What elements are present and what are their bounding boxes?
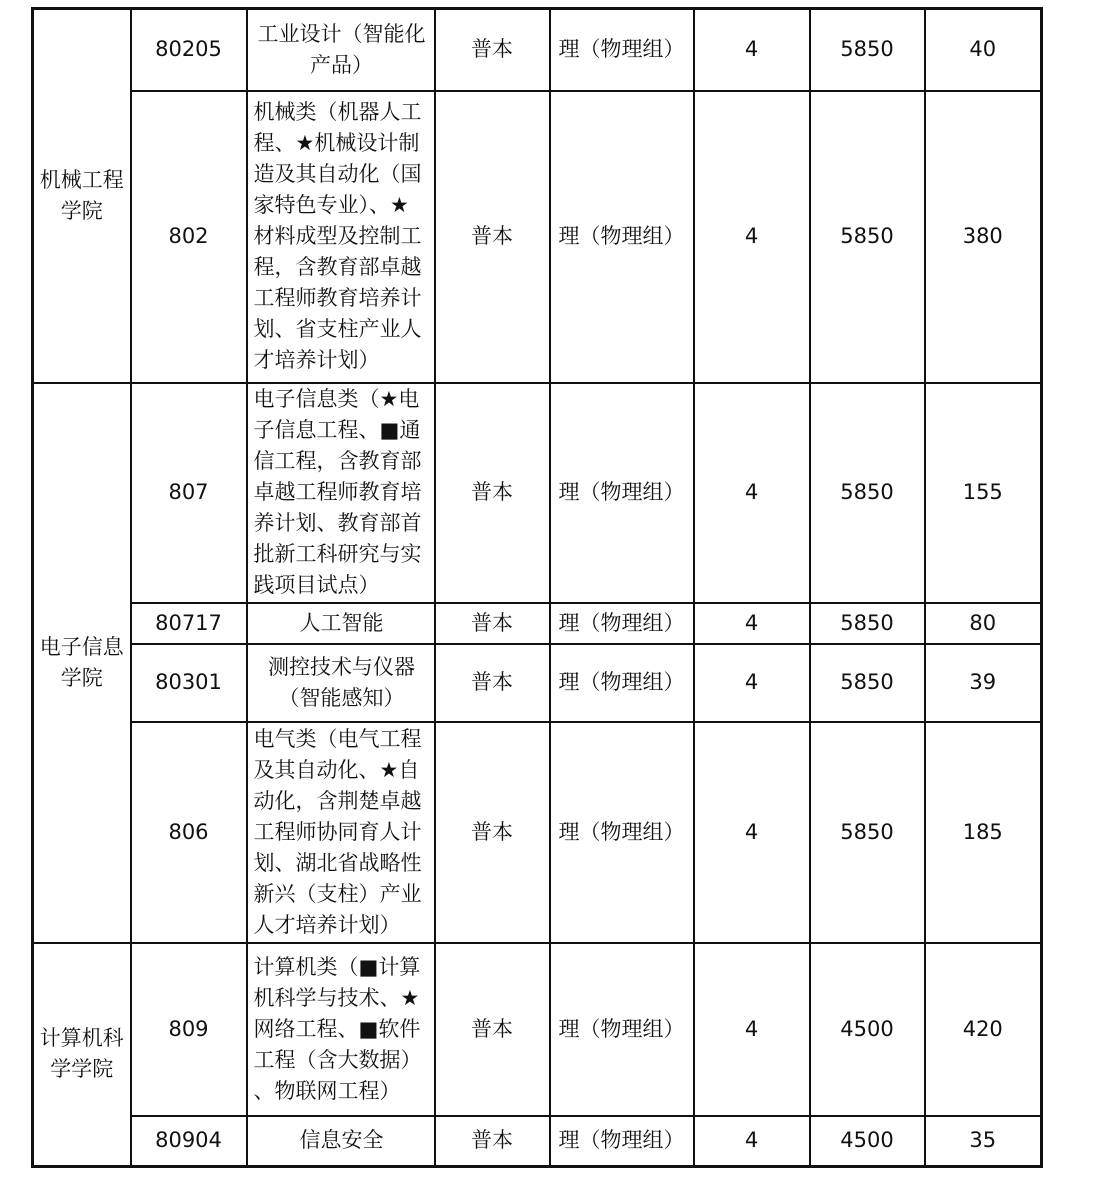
code-cell: 807: [131, 383, 247, 603]
code-cell: 80717: [131, 603, 247, 644]
fee-cell: 5850: [810, 722, 925, 943]
college-cell: 电子信息 学院: [33, 383, 131, 943]
plan-cell: 185: [925, 722, 1042, 943]
fee-cell: 5850: [810, 91, 925, 383]
fee-cell: 4500: [810, 943, 925, 1116]
code-cell: 806: [131, 722, 247, 943]
table-row: [33, 603, 1042, 644]
level-cell: 普本: [435, 943, 550, 1116]
table-row: [33, 644, 1042, 722]
subject-cell: 理（物理组）: [550, 383, 694, 603]
major-cell: 工业设计（智能化 产品）: [247, 9, 435, 91]
level-cell: 普本: [435, 722, 550, 943]
plan-cell: 40: [925, 9, 1042, 91]
years-cell: 4: [694, 943, 810, 1116]
subject-cell: 理（物理组）: [550, 722, 694, 943]
years-cell: 4: [694, 9, 810, 91]
college-cell: 计算机科 学学院: [33, 943, 131, 1167]
college-cell: 机械工程 学院: [33, 9, 131, 383]
table-row: [33, 383, 1042, 603]
fee-cell: 4500: [810, 1116, 925, 1167]
plan-cell: 39: [925, 644, 1042, 722]
years-cell: 4: [694, 603, 810, 644]
table-row: [33, 1116, 1042, 1167]
admission-plan-table: [31, 7, 1043, 1168]
level-cell: 普本: [435, 1116, 550, 1167]
level-cell: 普本: [435, 644, 550, 722]
years-cell: 4: [694, 383, 810, 603]
subject-cell: 理（物理组）: [550, 9, 694, 91]
years-cell: 4: [694, 722, 810, 943]
subject-cell: 理（物理组）: [550, 644, 694, 722]
plan-cell: 80: [925, 603, 1042, 644]
level-cell: 普本: [435, 603, 550, 644]
plan-cell: 420: [925, 943, 1042, 1116]
table-row: [33, 943, 1042, 1116]
major-cell: 信息安全: [247, 1116, 435, 1167]
major-cell: 机械类（机器人工 程、★机械设计制 造及其自动化（国 家特色专业）、★ 材料成型及控制工 程，含教育部卓越 工程师教育培养计 划、省支柱产业人 才培养计划）: [247, 91, 435, 383]
subject-cell: 理（物理组）: [550, 91, 694, 383]
code-cell: 80301: [131, 644, 247, 722]
subject-cell: 理（物理组）: [550, 1116, 694, 1167]
plan-cell: 380: [925, 91, 1042, 383]
code-cell: 809: [131, 943, 247, 1116]
years-cell: 4: [694, 644, 810, 722]
table-row: [33, 9, 1042, 91]
fee-cell: 5850: [810, 644, 925, 722]
code-cell: 80205: [131, 9, 247, 91]
major-cell: 电子信息类（★电 子信息工程、■通 信工程，含教育部 卓越工程师教育培 养计划、教育部首 批新工科研究与实 践项目试点）: [247, 383, 435, 603]
level-cell: 普本: [435, 9, 550, 91]
table-row: [33, 91, 1042, 383]
level-cell: 普本: [435, 91, 550, 383]
fee-cell: 5850: [810, 383, 925, 603]
fee-cell: 5850: [810, 603, 925, 644]
years-cell: 4: [694, 91, 810, 383]
plan-cell: 155: [925, 383, 1042, 603]
subject-cell: 理（物理组）: [550, 943, 694, 1116]
level-cell: 普本: [435, 383, 550, 603]
major-cell: 人工智能: [247, 603, 435, 644]
major-cell: 测控技术与仪器 （智能感知）: [247, 644, 435, 722]
major-cell: 电气类（电气工程 及其自动化、★自 动化，含荆楚卓越 工程师协同育人计 划、湖北省战略性 新兴（支柱）产业 人才培养计划）: [247, 722, 435, 943]
code-cell: 80904: [131, 1116, 247, 1167]
years-cell: 4: [694, 1116, 810, 1167]
major-cell: 计算机类（■计算 机科学与技术、★ 网络工程、■软件 工程（含大数据） 、物联网工程）: [247, 943, 435, 1116]
fee-cell: 5850: [810, 9, 925, 91]
subject-cell: 理（物理组）: [550, 603, 694, 644]
plan-cell: 35: [925, 1116, 1042, 1167]
table-row: [33, 722, 1042, 943]
code-cell: 802: [131, 91, 247, 383]
